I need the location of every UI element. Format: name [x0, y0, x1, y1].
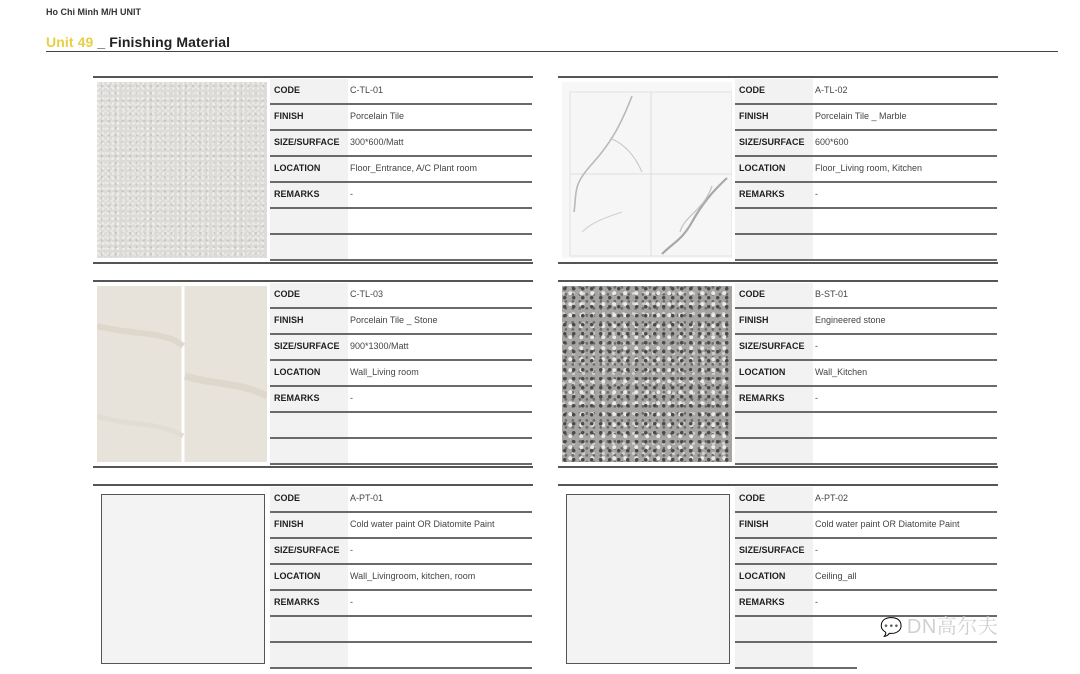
- spec-row-finish: [735, 513, 997, 539]
- size-label: SIZE/SURFACE: [274, 137, 340, 147]
- location-label: LOCATION: [739, 163, 786, 173]
- watermark-text: DN高尔夫: [906, 616, 999, 638]
- location-label: LOCATION: [739, 571, 786, 581]
- spec-row-blank: [735, 643, 857, 669]
- code-value: C-TL-01: [350, 85, 384, 95]
- remarks-label: REMARKS: [274, 597, 320, 607]
- card-bottom-rule: [558, 466, 998, 468]
- location-value: Floor_Living room, Kitchen: [815, 163, 923, 173]
- remarks-value: -: [350, 393, 353, 403]
- remarks-label: REMARKS: [739, 597, 785, 607]
- remarks-label: REMARKS: [739, 189, 785, 199]
- remarks-value: -: [815, 597, 818, 607]
- spec-row-blank: [270, 617, 532, 643]
- remarks-label: REMARKS: [739, 393, 785, 403]
- spec-row-code: [270, 283, 532, 309]
- finish-value: Cold water paint OR Diatomite Paint: [815, 519, 960, 529]
- material-swatch-image: [97, 82, 267, 258]
- code-label: CODE: [274, 85, 301, 95]
- card-top-rule: [558, 484, 998, 486]
- spec-row-blank: [270, 413, 532, 439]
- code-value: B-ST-01: [815, 289, 849, 299]
- remarks-value: -: [350, 597, 353, 607]
- unit-number: Unit 49: [46, 34, 94, 50]
- material-card-a-tl-02: [558, 76, 998, 266]
- spec-row-code: [735, 79, 997, 105]
- material-card-a-pt-01: [93, 484, 533, 674]
- finish-value: Porcelain Tile _ Marble: [815, 111, 907, 121]
- spec-row-remarks: [735, 387, 997, 413]
- remarks-value: -: [350, 189, 353, 199]
- size-label: SIZE/SURFACE: [739, 545, 805, 555]
- spec-row-blank: [270, 209, 532, 235]
- finish-label: FINISH: [274, 519, 304, 529]
- spec-row-blank: [735, 413, 997, 439]
- spec-row-location: [270, 361, 532, 387]
- spec-row-size: [270, 539, 532, 565]
- finish-label: FINISH: [739, 519, 769, 529]
- chat-bubble-icon: 💬: [880, 617, 903, 637]
- code-value: A-PT-02: [815, 493, 849, 503]
- spec-table: [270, 79, 532, 259]
- spec-row-remarks: [270, 387, 532, 413]
- spec-row-location: [735, 361, 997, 387]
- remarks-value: -: [815, 189, 818, 199]
- spec-table: [270, 283, 532, 463]
- material-swatch-image: [101, 494, 265, 664]
- spec-table: [735, 283, 997, 463]
- location-label: LOCATION: [739, 367, 786, 377]
- spec-row-code: [735, 487, 997, 513]
- spec-row-finish: [735, 105, 997, 131]
- size-value: -: [815, 545, 818, 555]
- card-bottom-rule: [93, 262, 533, 264]
- spec-row-blank: [735, 209, 997, 235]
- finish-label: FINISH: [739, 111, 769, 121]
- spec-row-finish: [270, 105, 532, 131]
- finish-value: Porcelain Tile _ Stone: [350, 315, 438, 325]
- location-label: LOCATION: [274, 571, 321, 581]
- code-label: CODE: [739, 289, 766, 299]
- size-label: SIZE/SURFACE: [274, 545, 340, 555]
- size-value: 900*1300/Matt: [350, 341, 409, 351]
- section-title: Finishing Material: [109, 34, 231, 50]
- location-value: Wall_Living room: [350, 367, 419, 377]
- material-swatch-image: [562, 286, 732, 462]
- stone-tile-graphic: [97, 286, 267, 462]
- spec-row-code: [270, 487, 532, 513]
- card-top-rule: [93, 280, 533, 282]
- watermark: [880, 610, 998, 639]
- finish-label: FINISH: [274, 315, 304, 325]
- spec-row-blank: [735, 439, 997, 465]
- size-label: SIZE/SURFACE: [739, 341, 805, 351]
- code-label: CODE: [739, 493, 766, 503]
- card-bottom-rule: [558, 262, 998, 264]
- card-bottom-rule: [93, 466, 533, 468]
- code-value: A-PT-01: [350, 493, 384, 503]
- location-label: LOCATION: [274, 163, 321, 173]
- spec-row-code: [735, 283, 997, 309]
- finish-label: FINISH: [274, 111, 304, 121]
- finish-value: Porcelain Tile: [350, 111, 405, 121]
- spec-row-location: [735, 565, 997, 591]
- location-value: Floor_Entrance, A/C Plant room: [350, 163, 478, 173]
- card-top-rule: [93, 484, 533, 486]
- spec-row-remarks: [270, 183, 532, 209]
- size-value: 300*600/Matt: [350, 137, 404, 147]
- size-value: -: [815, 341, 818, 351]
- spec-row-size: [735, 335, 997, 361]
- code-value: A-TL-02: [815, 85, 848, 95]
- location-value: Ceiling_all: [815, 571, 857, 581]
- size-value: -: [350, 545, 353, 555]
- size-value: 600*600: [815, 137, 849, 147]
- spec-table: [270, 487, 532, 667]
- spec-row-remarks: [735, 183, 997, 209]
- finish-value: Engineered stone: [815, 315, 886, 325]
- code-label: CODE: [274, 289, 301, 299]
- spec-row-finish: [270, 513, 532, 539]
- material-swatch-image: [562, 82, 732, 258]
- spec-table: [735, 487, 997, 667]
- card-top-rule: [558, 76, 998, 78]
- material-card-c-tl-01: [93, 76, 533, 266]
- spec-row-blank: [270, 439, 532, 465]
- code-value: C-TL-03: [350, 289, 384, 299]
- spec-row-blank: [270, 643, 532, 669]
- material-card-c-tl-03: [93, 280, 533, 470]
- spec-table: [735, 79, 997, 259]
- spec-row-finish: [270, 309, 532, 335]
- spec-row-location: [735, 157, 997, 183]
- material-card-a-pt-02: [558, 484, 998, 674]
- spec-row-blank: [735, 235, 997, 261]
- spec-row-finish: [735, 309, 997, 335]
- title-separator: _: [93, 34, 110, 50]
- material-card-b-st-01: [558, 280, 998, 470]
- material-swatch-image: [97, 286, 267, 462]
- spec-row-size: [270, 131, 532, 157]
- project-name: Ho Chi Minh M/H UNIT: [46, 7, 141, 17]
- spec-row-size: [270, 335, 532, 361]
- material-swatch-image: [566, 494, 730, 664]
- spec-row-size: [735, 539, 997, 565]
- remarks-label: REMARKS: [274, 189, 320, 199]
- size-label: SIZE/SURFACE: [274, 341, 340, 351]
- finish-label: FINISH: [739, 315, 769, 325]
- card-top-rule: [558, 280, 998, 282]
- marble-veins-graphic: [562, 82, 732, 258]
- remarks-value: -: [815, 393, 818, 403]
- spec-row-location: [270, 565, 532, 591]
- page-title: [46, 34, 230, 50]
- spec-row-location: [270, 157, 532, 183]
- spec-row-remarks: [270, 591, 532, 617]
- code-label: CODE: [739, 85, 766, 95]
- card-top-rule: [93, 76, 533, 78]
- spec-row-code: [270, 79, 532, 105]
- remarks-label: REMARKS: [274, 393, 320, 403]
- code-label: CODE: [274, 493, 301, 503]
- location-label: LOCATION: [274, 367, 321, 377]
- location-value: Wall_Livingroom, kitchen, room: [350, 571, 476, 581]
- title-divider: [46, 51, 1058, 52]
- spec-row-size: [735, 131, 997, 157]
- size-label: SIZE/SURFACE: [739, 137, 805, 147]
- spec-row-blank: [270, 235, 532, 261]
- finish-value: Cold water paint OR Diatomite Paint: [350, 519, 495, 529]
- location-value: Wall_Kitchen: [815, 367, 868, 377]
